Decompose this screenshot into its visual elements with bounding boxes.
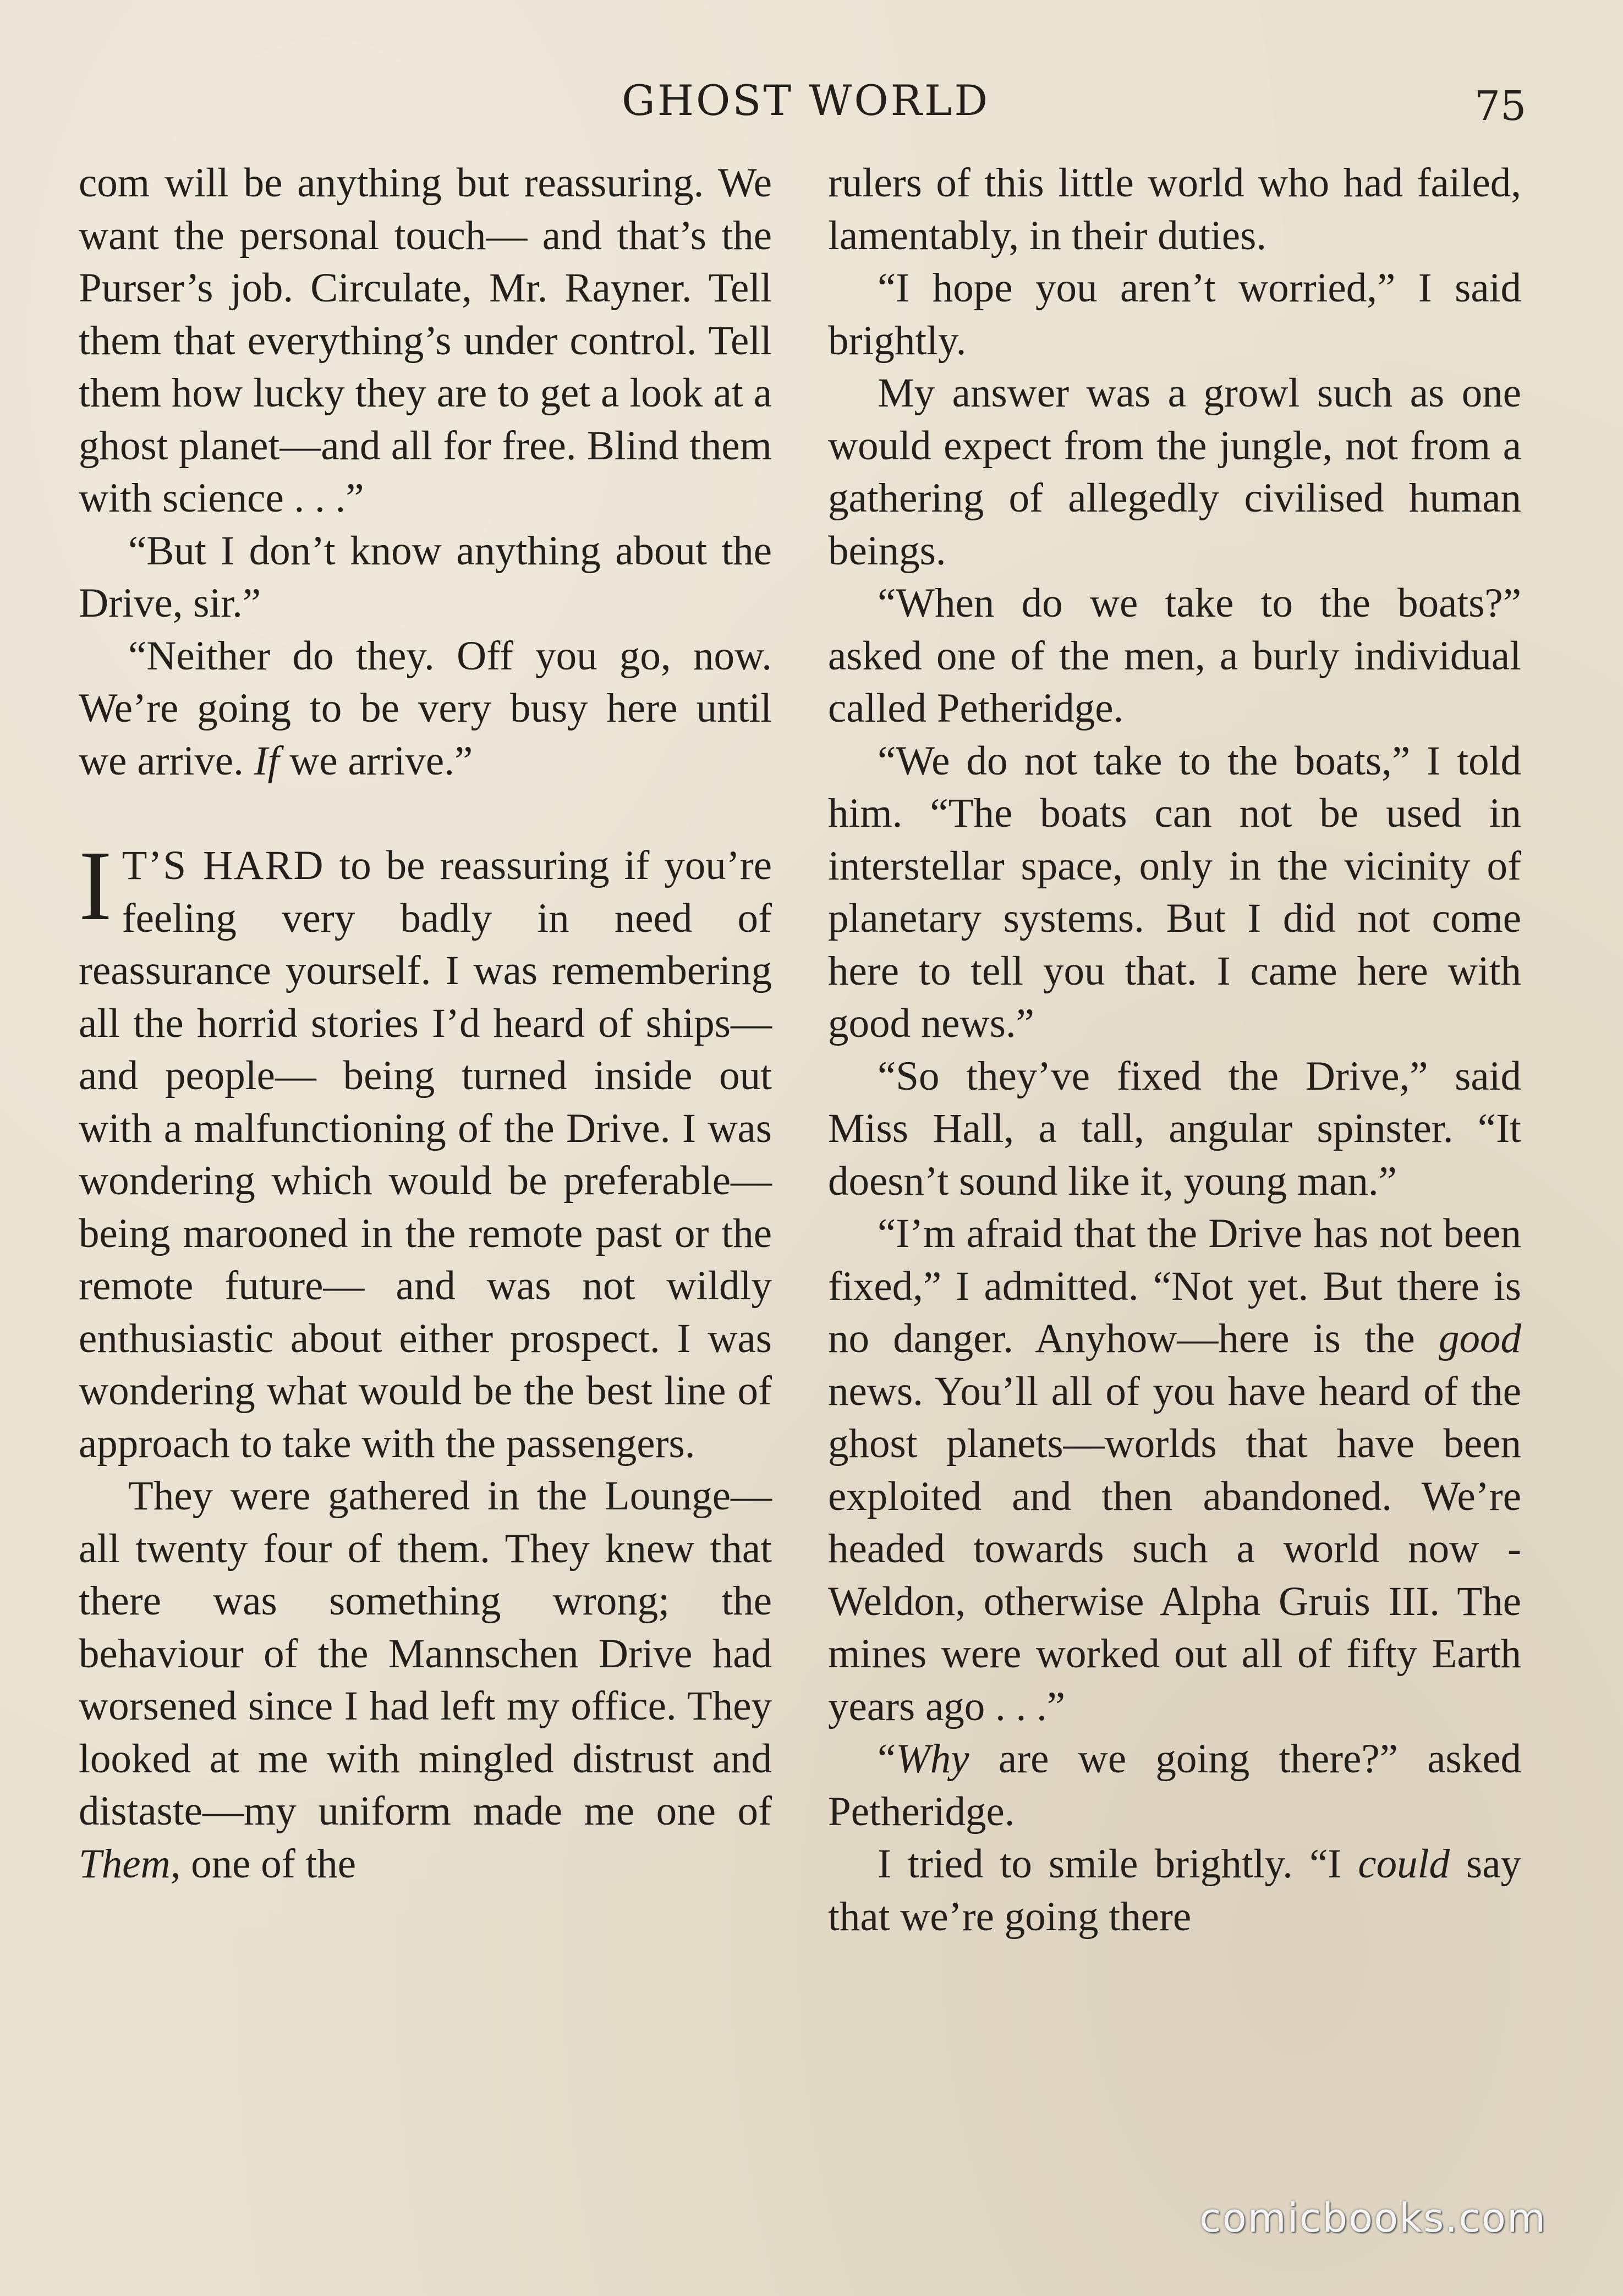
emphasis-text: good bbox=[1439, 1316, 1521, 1361]
paragraph bbox=[828, 1838, 1521, 1943]
paragraph: rulers of this little world who had failed, lamentably, in their duties. bbox=[828, 160, 1521, 259]
paragraph-text: “I’m afraid that the Drive has not been fixed,” I admitted. “Not yet. But there is no danger. Anyhow—here is the bbox=[828, 1211, 1521, 1361]
paragraph-text: say that we’re going there bbox=[828, 1841, 1522, 1940]
paragraph-text: “ bbox=[878, 1736, 896, 1782]
paragraph-text: we arrive.” bbox=[279, 738, 473, 784]
paragraph bbox=[79, 630, 772, 788]
running-head bbox=[0, 76, 1623, 130]
watermark: comicbooks.com bbox=[1199, 2195, 1547, 2241]
paragraph-text: one of the bbox=[180, 1841, 357, 1887]
paragraph: “So they’ve fixed the Drive,” said Miss Hall, a tall, angular spinster. “It doesn’t sound like it, young man.” bbox=[828, 1053, 1521, 1204]
page-title: GHOST WORLD bbox=[622, 76, 990, 125]
page-number: 75 bbox=[1474, 83, 1527, 130]
paragraph-text: news. You’ll all of you have heard of the ghost planets—worlds that have been exploited and then abandoned. We’re headed towards such a world now - Weldon, otherwise Alpha Gruis III. The mines were worked out all of fifty Earth years ago . . .” bbox=[828, 1368, 1521, 1729]
emphasis-text: Why bbox=[896, 1736, 969, 1782]
left-column bbox=[79, 157, 772, 1890]
paragraph: “But I don’t know anything about the Drive, sir.” bbox=[79, 528, 772, 626]
paragraph-text: to be reassuring if you’re feeling very badly in need of reassurance yourself. I was remembering all the horrid stories I’d heard of ships—and people— being turned inside out with a malfunctioning of the Drive. I was wondering which would be preferable—being marooned in the remote past or the remote future— and was not wildly enthusiastic about either prospect. I was wondering what would be the best line of approach to take with the passengers. bbox=[79, 843, 772, 1466]
paragraph-text: are we going there?” asked Petheridge. bbox=[828, 1736, 1521, 1834]
paragraph bbox=[79, 1470, 772, 1890]
paragraph: com will be anything but reassuring. We want the personal touch— and that’s the Purser’s job. Circulate, Mr. Rayner. Tell them that everything’s under control. Tell them how lucky they are to get a look at a ghost planet—and all for free. Blind them with science . . .” bbox=[79, 160, 772, 521]
paragraph: “When do we take to the boats?” asked one of the men, a burly individual called Petheridge. bbox=[828, 580, 1521, 731]
drop-cap: I bbox=[79, 831, 112, 941]
paragraph-text: They were gathered in the Lounge—all twenty four of them. They knew that there was something wrong; the behaviour of the Mannschen Drive had worsened since I had left my office. They looked at me with mingled distrust and distaste—my uniform made me one of bbox=[79, 1473, 772, 1834]
paragraph: My answer was a growl such as one would expect from the jungle, not from a gathering of allegedly civilised human beings. bbox=[828, 370, 1521, 574]
emphasis-text: could bbox=[1358, 1841, 1450, 1887]
right-column bbox=[828, 157, 1521, 1943]
small-caps-lead: T’S HARD bbox=[122, 843, 325, 888]
paragraph: “I hope you aren’t worried,” I said brightly. bbox=[828, 265, 1521, 364]
paragraph bbox=[828, 1733, 1521, 1838]
paragraph-text: “Neither do they. Off you go, now. We’re going to be very busy here until we arrive. bbox=[79, 633, 772, 784]
paragraph: “We do not take to the boats,” I told him. “The boats can not be used in interstellar space, only in the vicinity of planetary systems. But I did not come here to tell you that. I came here with good news.” bbox=[828, 738, 1521, 1046]
paragraph bbox=[828, 1207, 1521, 1733]
section-opening-paragraph bbox=[79, 831, 772, 1470]
paragraph-text: I tried to smile brightly. “I bbox=[878, 1841, 1358, 1887]
emphasis-text: Them, bbox=[79, 1841, 181, 1887]
emphasis-text: If bbox=[254, 738, 279, 784]
